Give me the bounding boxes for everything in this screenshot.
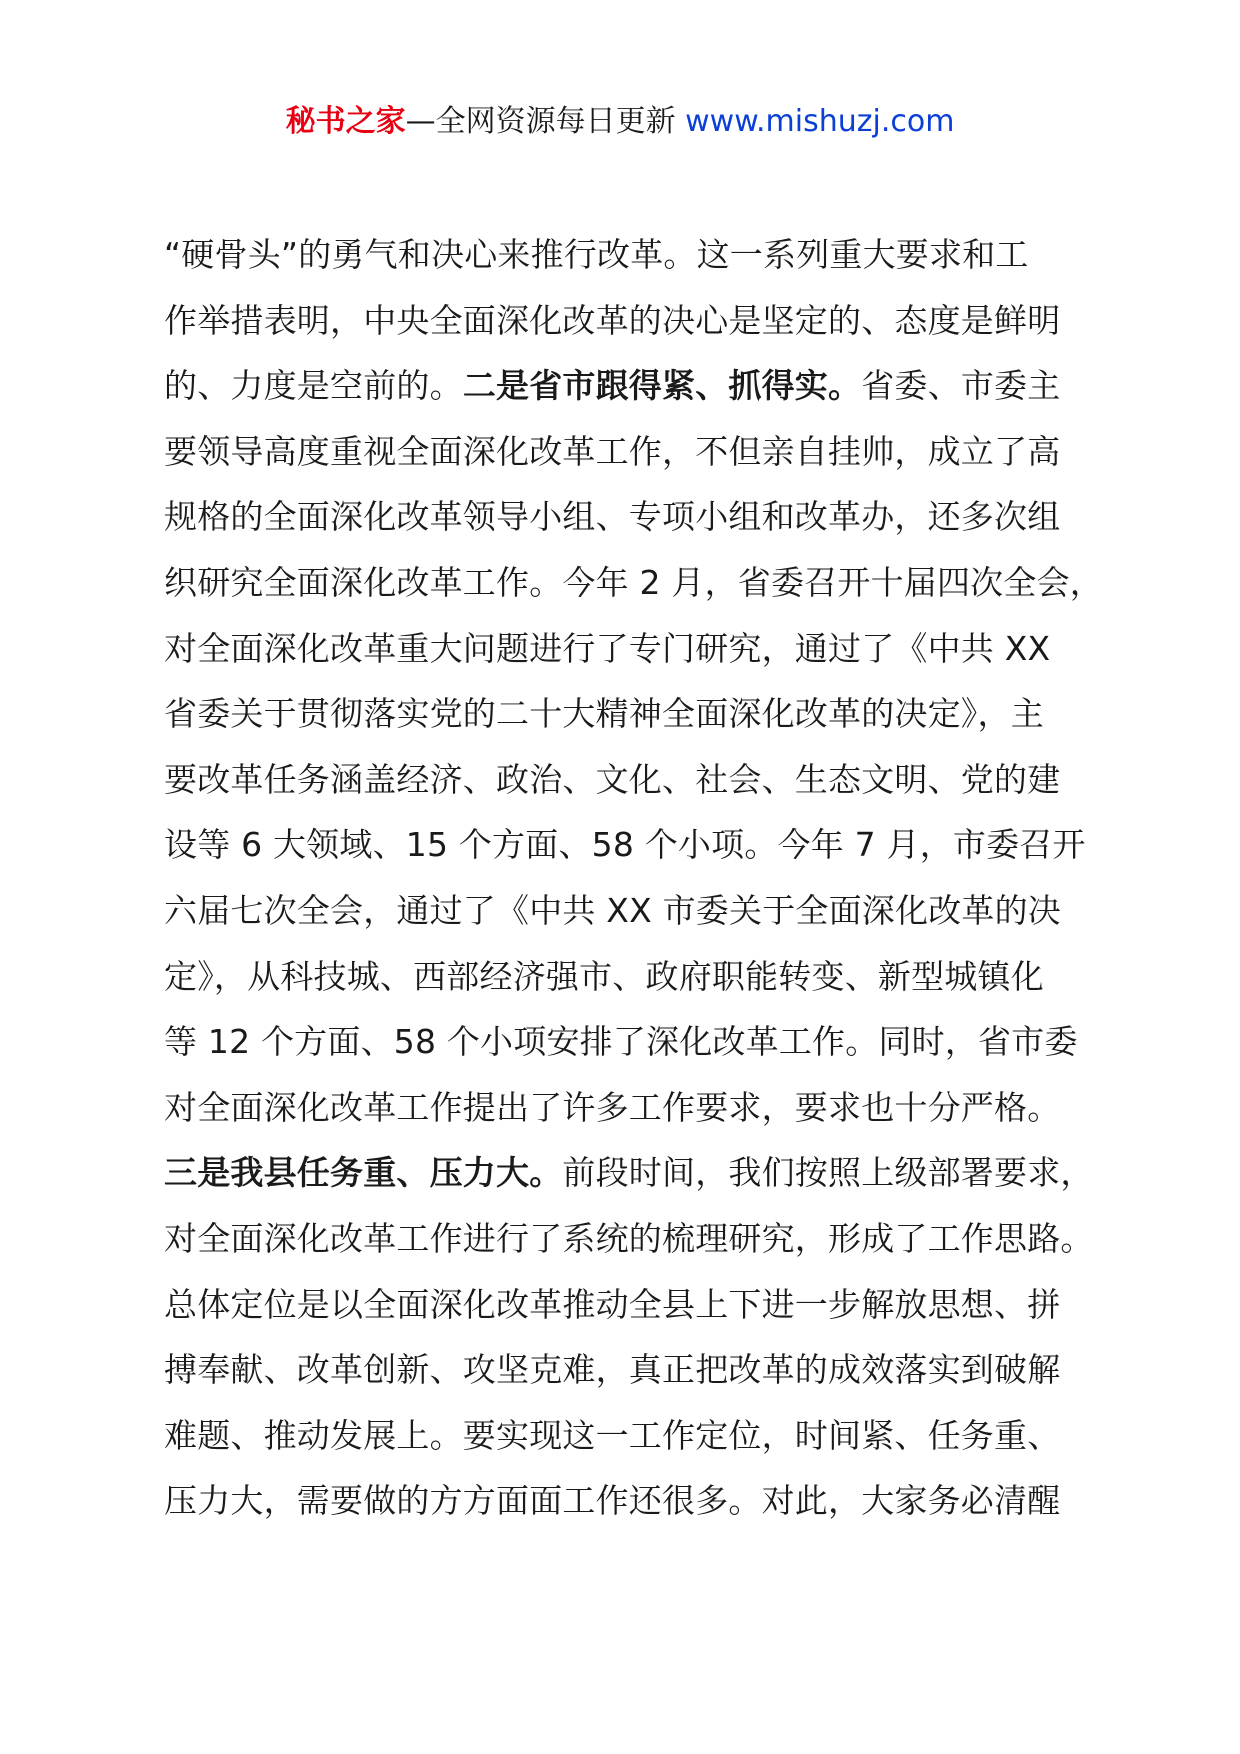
body-text-run: 定》，从科技城、西部经济强市、政府职能转变、新型城镇化 [164, 956, 1044, 996]
text-line [164, 1140, 1094, 1206]
text-line [164, 1403, 1094, 1469]
body-text-run: 省委、市委主 [861, 366, 1061, 406]
text-line [164, 1272, 1094, 1338]
site-url-link[interactable]: www.mishuzj.com [685, 104, 955, 139]
text-line [164, 812, 1094, 878]
page-header [0, 100, 1240, 144]
body-text-run: 对全面深化改革重大问题进行了专门研究，通过了《中共 XX [164, 628, 1051, 668]
text-line [164, 1075, 1094, 1141]
brand-name: 秘书之家 [285, 104, 406, 139]
bold-heading-text: 三是我县任务重、压力大。 [164, 1153, 563, 1193]
text-line [164, 222, 1094, 288]
text-line [164, 1009, 1094, 1075]
body-text-run: 要领导高度重视全面深化改革工作，不但亲自挂帅，成立了高 [164, 431, 1061, 471]
text-line [164, 353, 1094, 419]
body-text-run: 六届七次全会，通过了《中共 XX 市委关于全面深化改革的决 [164, 890, 1061, 930]
body-text-run: 前段时间，我们按照上级部署要求， [562, 1153, 1094, 1193]
document-body [164, 222, 1103, 1534]
body-text-run: 等 12 个方面、58 个小项安排了深化改革工作。同时，省市委 [164, 1022, 1078, 1062]
text-line [164, 1468, 1094, 1534]
body-text-run: 的、力度是空前的。 [164, 366, 463, 406]
text-line [164, 1337, 1094, 1403]
body-text-run: “硬骨头”的勇气和决心来推行改革。这一系列重大要求和工 [164, 235, 1029, 274]
text-line [164, 484, 1094, 550]
header-slogan: —全网资源每日更新 [405, 104, 676, 139]
body-text-run: 规格的全面深化改革领导小组、专项小组和改革办，还多次组 [164, 497, 1061, 537]
text-line [164, 944, 1094, 1010]
body-text-run: 织研究全面深化改革工作。今年 2 月，省委召开十届四次全会， [164, 562, 1103, 602]
body-text-run: 对全面深化改革工作进行了系统的梳理研究，形成了工作思路。 [164, 1218, 1094, 1258]
text-line [164, 878, 1094, 944]
body-text-run: 要改革任务涵盖经济、政治、文化、社会、生态文明、党的建 [164, 759, 1061, 799]
text-line [164, 419, 1094, 485]
body-text-run: 省委关于贯彻落实党的二十大精神全面深化改革的决定》，主 [164, 694, 1044, 734]
body-text-run: 搏奉献、改革创新、攻坚克难，真正把改革的成效落实到破解 [164, 1350, 1061, 1390]
text-line [164, 550, 1103, 616]
text-line [164, 288, 1094, 354]
body-text-run: 难题、推动发展上。要实现这一工作定位，时间紧、任务重、 [164, 1415, 1061, 1455]
text-line [164, 747, 1094, 813]
body-text-run: 压力大，需要做的方方面面工作还很多。对此，大家务必清醒 [164, 1481, 1061, 1521]
text-line [164, 616, 1094, 682]
body-text-run: 总体定位是以全面深化改革推动全县上下进一步解放思想、拼 [164, 1284, 1061, 1324]
text-line [164, 1206, 1094, 1272]
body-text-run: 设等 6 大领域、15 个方面、58 个小项。今年 7 月，市委召开 [164, 825, 1086, 865]
body-text-run: 作举措表明，中央全面深化改革的决心是坚定的、态度是鲜明 [164, 300, 1061, 340]
text-line [164, 681, 1094, 747]
bold-heading-text: 二是省市跟得紧、抓得实。 [462, 366, 862, 406]
body-text-run: 对全面深化改革工作提出了许多工作要求，要求也十分严格。 [164, 1087, 1061, 1127]
